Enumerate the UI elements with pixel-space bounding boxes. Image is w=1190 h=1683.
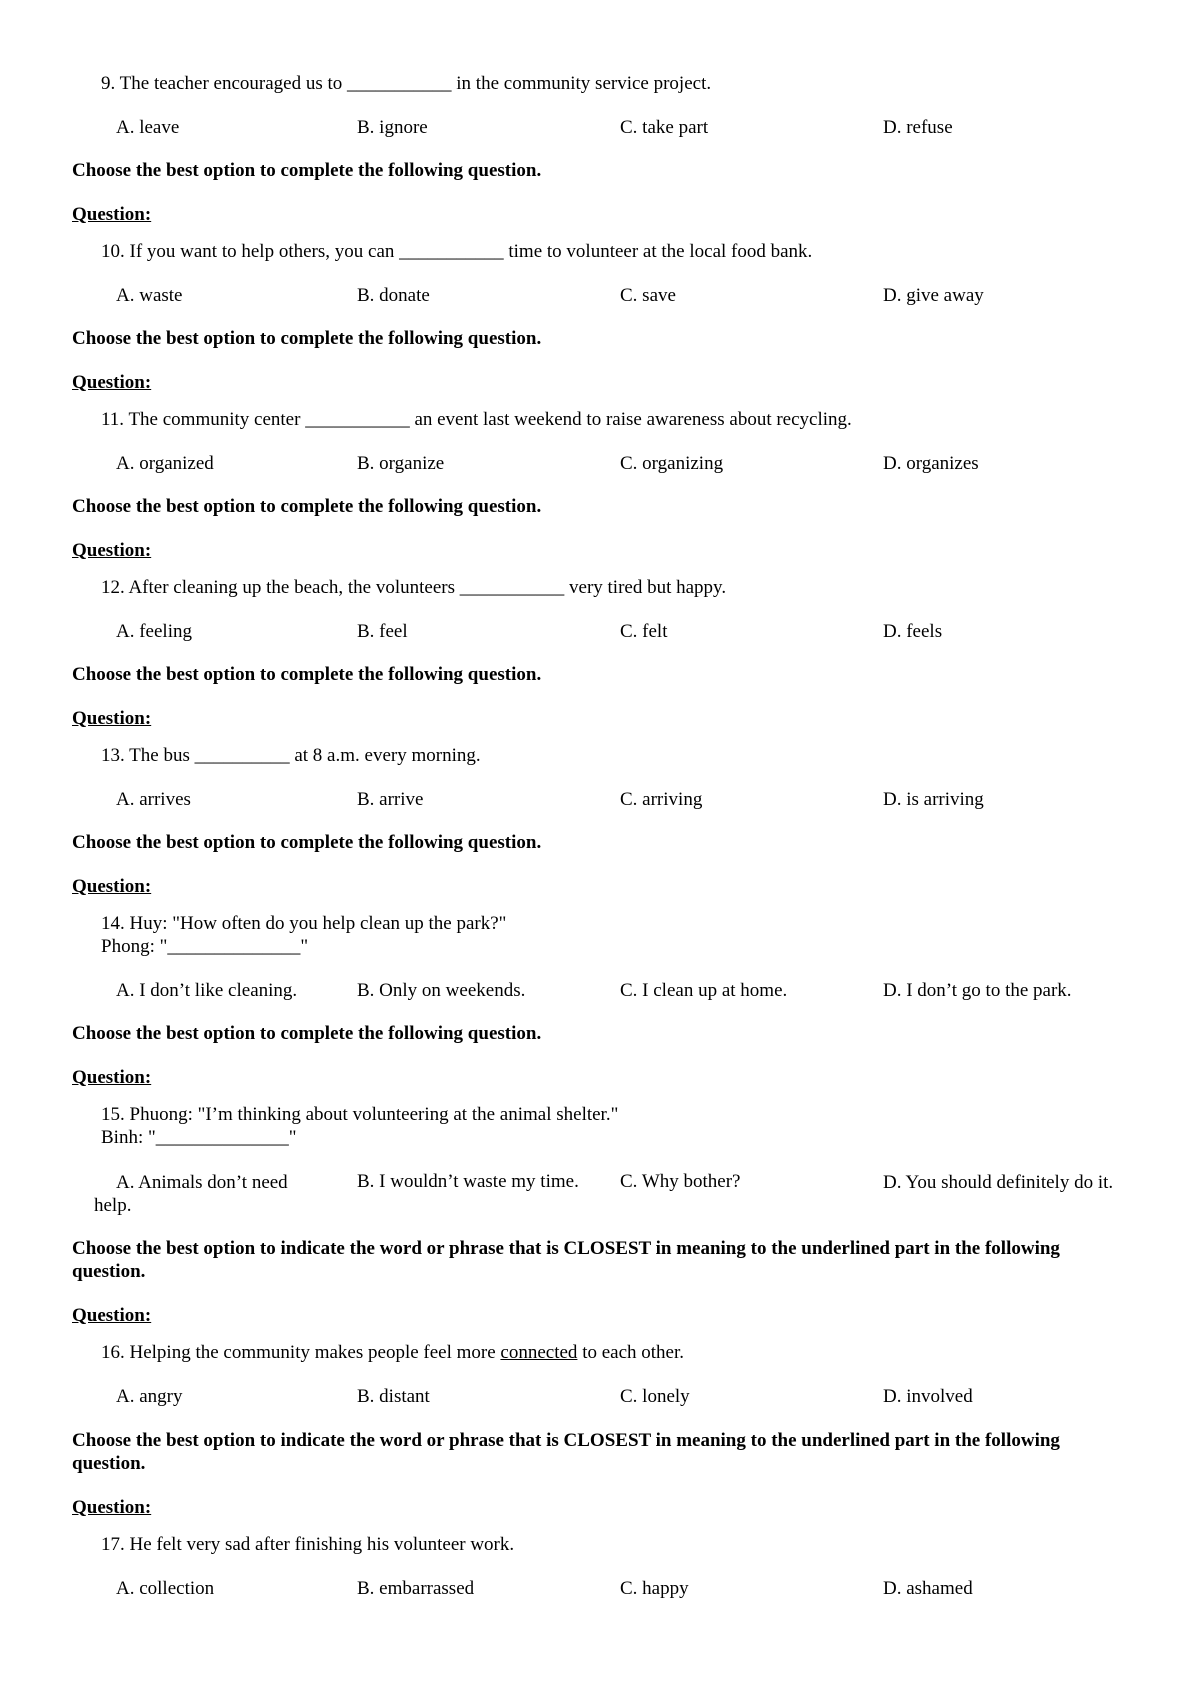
q12-option-a[interactable]: A. feeling (116, 621, 192, 642)
q15-option-c[interactable]: C. Why bother? (620, 1171, 741, 1192)
q15-instruction: Choose the best option to complete the following question. (72, 1023, 542, 1044)
q13-option-c[interactable]: C. arriving (620, 789, 703, 810)
q10-option-c[interactable]: C. save (620, 285, 676, 306)
q16-option-d[interactable]: D. involved (883, 1386, 973, 1407)
q14-option-d[interactable]: D. I don’t go to the park. (883, 980, 1072, 1001)
q12-option-c[interactable]: C. felt (620, 621, 668, 642)
question-9-stem: 9. The teacher encouraged us to ___________ in the community service project. (101, 73, 712, 94)
q16-stem-after: to each other. (577, 1342, 685, 1363)
question-15-stem-line2: Binh: "______________" (101, 1127, 297, 1148)
question-11-stem: 11. The community center ___________ an event last weekend to raise awareness about recycling. (101, 409, 852, 430)
q10-instruction: Choose the best option to complete the following question. (72, 160, 542, 181)
q17-option-c[interactable]: C. happy (620, 1578, 689, 1599)
q16-option-c[interactable]: C. lonely (620, 1386, 690, 1407)
q12-instruction: Choose the best option to complete the following question. (72, 496, 542, 517)
question-17-stem: 17. He felt very sad after finishing his volunteer work. (101, 1534, 515, 1555)
q16-option-b[interactable]: B. distant (357, 1386, 430, 1407)
q12-option-d[interactable]: D. feels (883, 621, 943, 642)
q16-option-a[interactable]: A. angry (116, 1386, 183, 1407)
q17-option-b[interactable]: B. embarrassed (357, 1578, 475, 1599)
q16-underlined-word: connected (500, 1342, 578, 1363)
q13-option-a[interactable]: A. arrives (116, 789, 191, 810)
q9-option-c[interactable]: C. take part (620, 117, 709, 138)
q13-option-b[interactable]: B. arrive (357, 789, 424, 810)
q9-option-b[interactable]: B. ignore (357, 117, 428, 138)
q16-question-label: Question: (72, 1305, 152, 1326)
q16-instruction: Choose the best option to indicate the word or phrase that is CLOSEST in meaning to the underlined part in the following question. (72, 1238, 1060, 1282)
q17-question-label: Question: (72, 1497, 152, 1518)
q15-option-b[interactable]: B. I wouldn’t waste my time. (357, 1171, 579, 1192)
q17-instruction: Choose the best option to indicate the word or phrase that is CLOSEST in meaning to the underlined part in the following question. (72, 1430, 1060, 1474)
q13-option-d[interactable]: D. is arriving (883, 789, 984, 810)
q10-question-label: Question: (72, 204, 152, 225)
q15-option-a[interactable]: A. Animals don’t need help. (94, 1172, 288, 1216)
q12-option-b[interactable]: B. feel (357, 621, 408, 642)
q14-option-a[interactable]: A. I don’t like cleaning. (116, 980, 298, 1001)
question-16-stem (101, 1342, 684, 1364)
q11-instruction: Choose the best option to complete the following question. (72, 328, 542, 349)
question-14-stem-line2: Phong: "______________" (101, 936, 309, 957)
q14-option-c[interactable]: C. I clean up at home. (620, 980, 788, 1001)
q11-option-d[interactable]: D. organizes (883, 453, 979, 474)
question-13-stem: 13. The bus __________ at 8 a.m. every morning. (101, 745, 481, 766)
q14-option-b[interactable]: B. Only on weekends. (357, 980, 526, 1001)
q10-option-a[interactable]: A. waste (116, 285, 183, 306)
q11-option-c[interactable]: C. organizing (620, 453, 724, 474)
question-15-stem-line1: 15. Phuong: "I’m thinking about volunteering at the animal shelter." (101, 1104, 619, 1125)
q9-option-a[interactable]: A. leave (116, 117, 180, 138)
question-10-stem: 10. If you want to help others, you can ___________ time to volunteer at the local food bank. (101, 241, 813, 262)
q15-option-d[interactable]: D. You should definitely do it. (883, 1172, 1114, 1193)
question-14-stem-line1: 14. Huy: "How often do you help clean up the park?" (101, 913, 507, 934)
q14-question-label: Question: (72, 876, 152, 897)
q17-option-a[interactable]: A. collection (116, 1578, 215, 1599)
q17-option-d[interactable]: D. ashamed (883, 1578, 973, 1599)
q9-option-d[interactable]: D. refuse (883, 117, 953, 138)
question-12-stem: 12. After cleaning up the beach, the volunteers ___________ very tired but happy. (101, 577, 727, 598)
q14-instruction: Choose the best option to complete the following question. (72, 832, 542, 853)
q10-option-d[interactable]: D. give away (883, 285, 984, 306)
q15-question-label: Question: (72, 1067, 152, 1088)
q16-stem-before: 16. Helping the community makes people feel more (101, 1342, 501, 1363)
q10-option-b[interactable]: B. donate (357, 285, 430, 306)
q13-question-label: Question: (72, 708, 152, 729)
q13-instruction: Choose the best option to complete the following question. (72, 664, 542, 685)
q11-question-label: Question: (72, 372, 152, 393)
q11-option-a[interactable]: A. organized (116, 453, 214, 474)
q11-option-b[interactable]: B. organize (357, 453, 445, 474)
q12-question-label: Question: (72, 540, 152, 561)
